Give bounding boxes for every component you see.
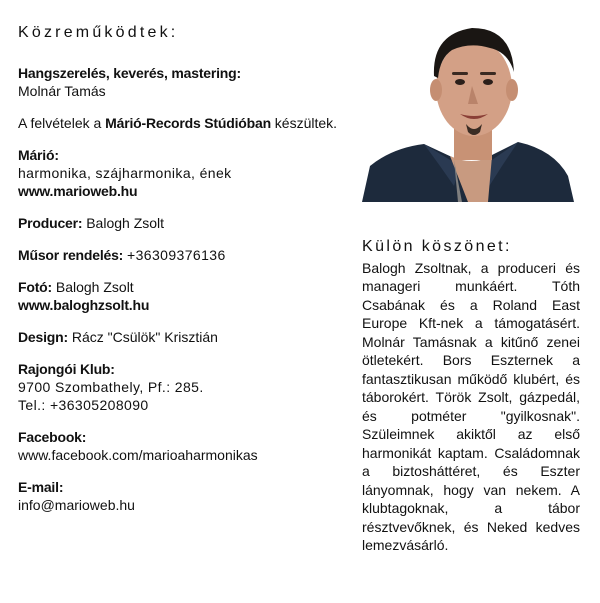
thanks-column bbox=[362, 238, 580, 555]
email-credit bbox=[18, 478, 348, 514]
design-label: Design: bbox=[18, 329, 68, 345]
thanks-text: Balogh Zsoltnak, a produceri és manageri munkáért. Tóth Csabának és a Roland East Europe Kft-nek a támogatásért. Molnár Tamásnak a kitűnő zenei ötletekért. Bors Eszternek a fantasztikusan működő klubért, és táborokért. Török Zsolt, gázpedál, és potméter "gyilkosnak". Szüleimnek akiktől az első harmonikát kaptam. Családomnak a biztosháttéret, és Eszter lányomnak, hogy van nekem. A klubtagoknak, a tábor résztvevőknek, és Neked kedves lemezvásárló. bbox=[362, 259, 580, 553]
photo-credit bbox=[18, 278, 348, 314]
recording-studio: Márió-Records Stúdióban bbox=[105, 115, 271, 131]
design-name: Rácz "Csülök" Krisztián bbox=[71, 329, 218, 345]
producer-label: Producer: bbox=[18, 215, 83, 231]
facebook-credit bbox=[18, 428, 348, 464]
mario-roles: harmonika, szájharmonika, ének bbox=[18, 165, 232, 181]
club-credit bbox=[18, 360, 348, 414]
photo-label: Fotó: bbox=[18, 279, 52, 295]
artist-portrait-image bbox=[362, 16, 574, 202]
mixing-credit bbox=[18, 64, 348, 100]
email-label: E-mail: bbox=[18, 479, 64, 495]
club-tel: Tel.: +36305208090 bbox=[18, 397, 149, 413]
email-link[interactable]: info@marioweb.hu bbox=[18, 497, 135, 513]
producer-credit bbox=[18, 214, 348, 232]
mixing-label: Hangszerelés, keverés, mastering: bbox=[18, 65, 241, 81]
producer-name: Balogh Zsolt bbox=[86, 215, 165, 231]
recording-post: készültek. bbox=[270, 115, 338, 131]
photo-web-link[interactable]: www.baloghzsolt.hu bbox=[18, 297, 150, 313]
mario-label: Márió: bbox=[18, 147, 59, 163]
credits-column bbox=[18, 24, 348, 528]
mixing-name: Molnár Tamás bbox=[18, 83, 106, 99]
design-credit bbox=[18, 328, 348, 346]
booking-label: Műsor rendelés: bbox=[18, 247, 124, 263]
booking-phone: +36309376136 bbox=[127, 247, 226, 263]
club-address: 9700 Szombathely, Pf.: 285. bbox=[18, 379, 204, 395]
facebook-link[interactable]: www.facebook.com/marioaharmonikas bbox=[18, 447, 258, 463]
facebook-label: Facebook: bbox=[18, 429, 87, 445]
credits-heading: Közreműködtek: bbox=[18, 24, 179, 41]
mario-credit bbox=[18, 146, 348, 200]
booking-credit bbox=[18, 246, 348, 264]
recording-credit bbox=[18, 114, 348, 132]
photo-name: Balogh Zsolt bbox=[55, 279, 134, 295]
club-label: Rajongói Klub: bbox=[18, 361, 115, 377]
mario-web-link[interactable]: www.marioweb.hu bbox=[18, 183, 138, 199]
thanks-heading: Külön köszönet: bbox=[362, 238, 512, 255]
recording-pre: A felvételek a bbox=[18, 115, 106, 131]
artist-photo bbox=[362, 16, 574, 202]
